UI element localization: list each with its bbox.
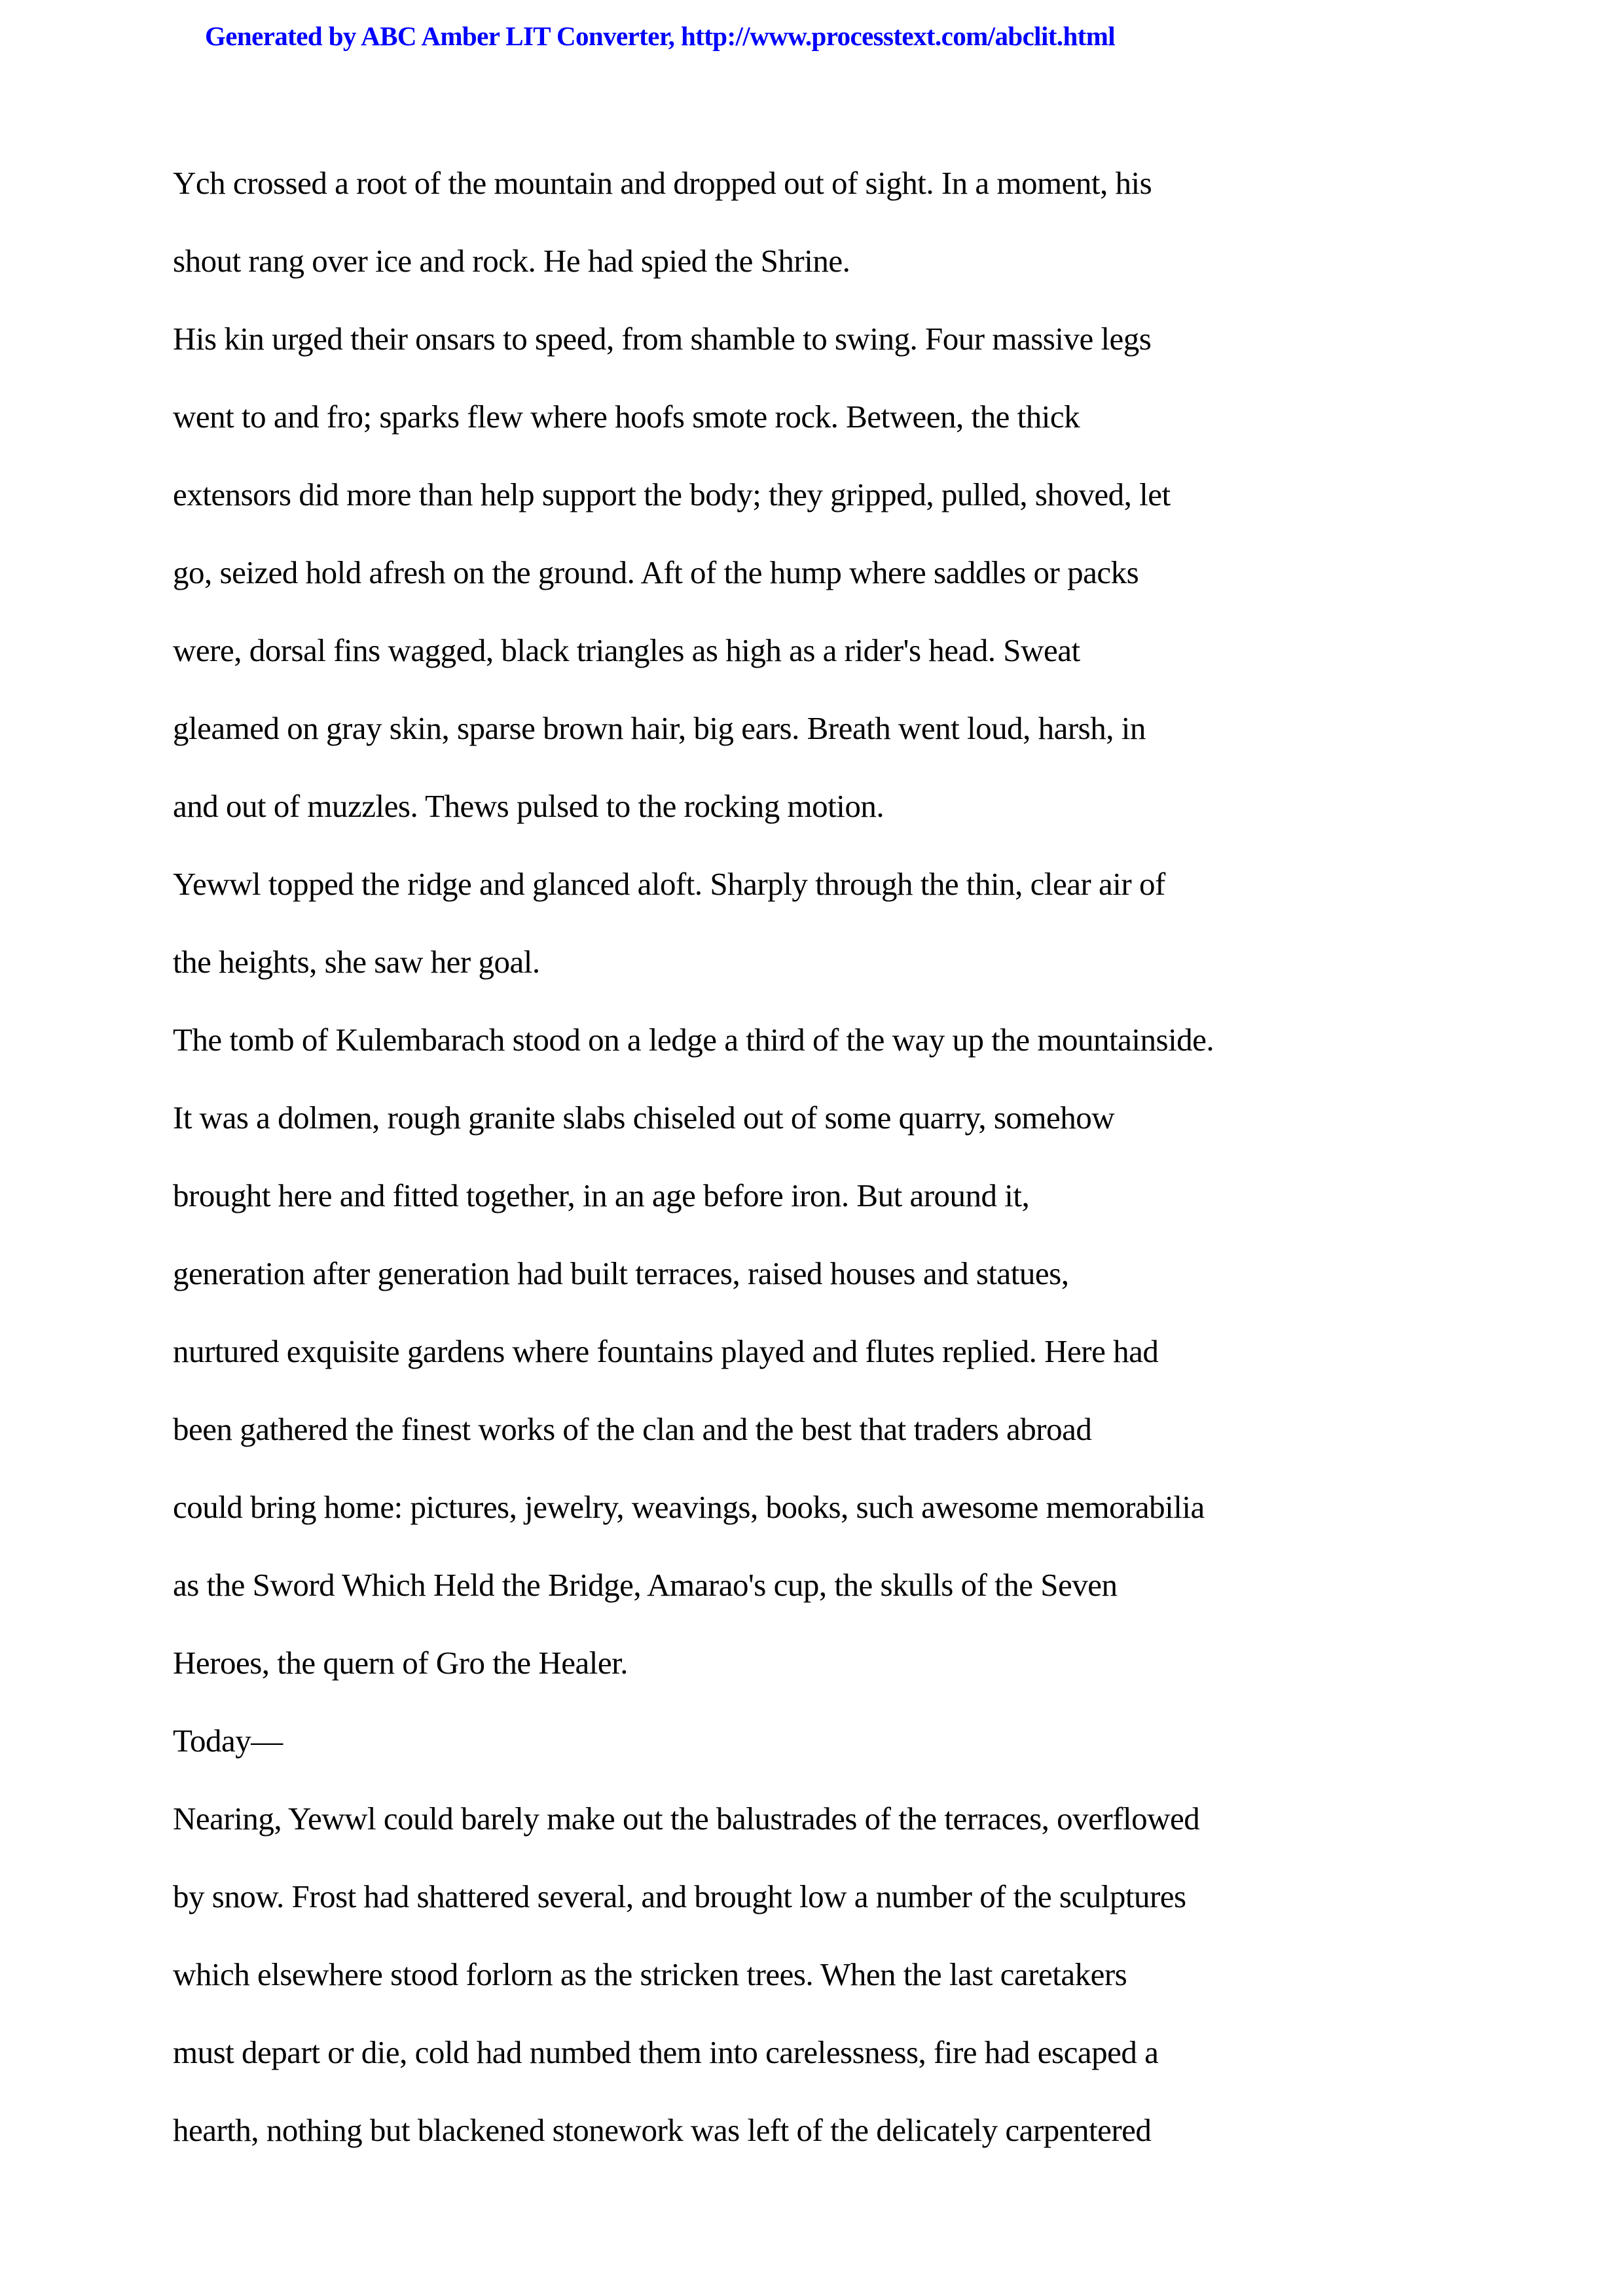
text-line: which elsewhere stood forlorn as the stricken trees. When the last caretakers — [173, 1956, 1127, 1992]
text-line: generation after generation had built terraces, raised houses and statues, — [173, 1255, 1069, 1291]
text-line: could bring home: pictures, jewelry, weavings, books, such awesome memorabilia — [173, 1489, 1205, 1525]
text-line: Nearing, Yewwl could barely make out the balustrades of the terraces, overflowed — [173, 1801, 1200, 1837]
text-line: by snow. Frost had shattered several, and brought low a number of the sculptures — [173, 1878, 1186, 1914]
body-text — [173, 144, 1482, 2169]
text-line: His kin urged their onsars to speed, from shamble to swing. Four massive legs — [173, 321, 1152, 357]
text-line: Heroes, the quern of Gro the Healer. — [173, 1645, 628, 1681]
text-line: the heights, she saw her goal. — [173, 944, 540, 980]
text-line: brought here and fitted together, in an age before iron. But around it, — [173, 1177, 1030, 1213]
text-line: shout rang over ice and rock. He had spied the Shrine. — [173, 243, 850, 279]
text-line: nurtured exquisite gardens where fountains played and flutes replied. Here had — [173, 1333, 1159, 1369]
text-line: and out of muzzles. Thews pulsed to the rocking motion. — [173, 788, 884, 824]
text-line: hearth, nothing but blackened stonework was left of the delicately carpentered — [173, 2112, 1152, 2148]
text-line: The tomb of Kulembarach stood on a ledge a third of the way up the mountainside. — [173, 1022, 1214, 1058]
text-line: It was a dolmen, rough granite slabs chiseled out of some quarry, somehow — [173, 1100, 1115, 1136]
converter-header: Generated by ABC Amber LIT Converter, http://www.processtext.com/abclit.html — [205, 21, 1116, 51]
text-line: Ych crossed a root of the mountain and dropped out of sight. In a moment, his — [173, 165, 1152, 201]
text-line: been gathered the finest works of the clan and the best that traders abroad — [173, 1411, 1092, 1447]
text-line: go, seized hold afresh on the ground. Aft of the hump where saddles or packs — [173, 554, 1139, 590]
text-line: extensors did more than help support the body; they gripped, pulled, shoved, let — [173, 476, 1171, 512]
text-line: Yewwl topped the ridge and glanced aloft. Sharply through the thin, clear air of — [173, 866, 1165, 902]
text-line: gleamed on gray skin, sparse brown hair, big ears. Breath went loud, harsh, in — [173, 710, 1146, 746]
text-line: went to and fro; sparks flew where hoofs smote rock. Between, the thick — [173, 399, 1080, 435]
text-line: must depart or die, cold had numbed them into carelessness, fire had escaped a — [173, 2034, 1159, 2070]
text-line: Today— — [173, 1723, 283, 1759]
text-line: as the Sword Which Held the Bridge, Amarao's cup, the skulls of the Seven — [173, 1567, 1118, 1603]
text-line: were, dorsal fins wagged, black triangles as high as a rider's head. Sweat — [173, 632, 1080, 668]
